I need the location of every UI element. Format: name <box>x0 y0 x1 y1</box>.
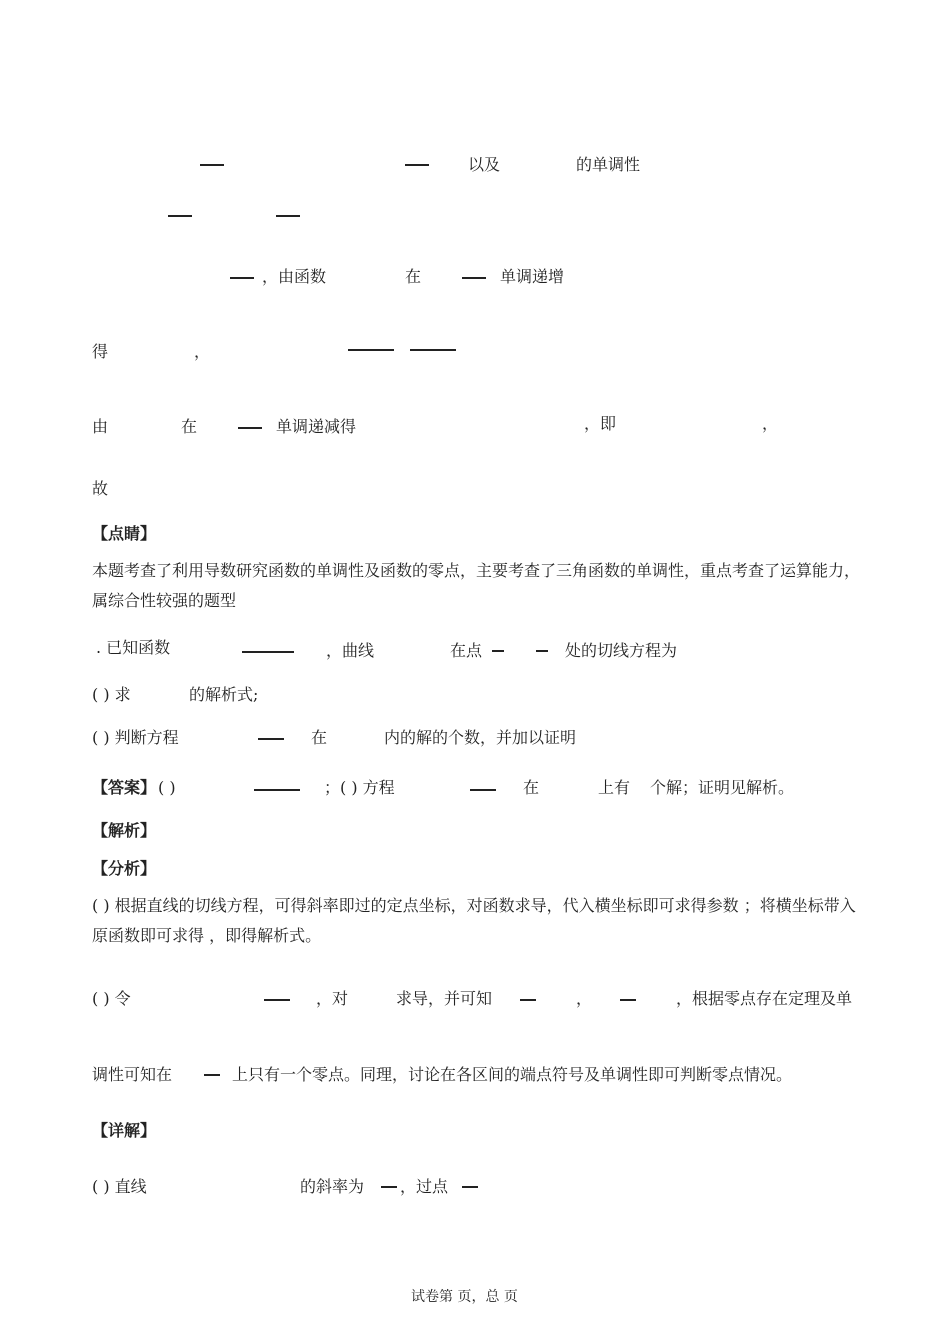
text-segment: 的斜率为 <box>300 1177 365 1196</box>
fenxi-paragraph-1: ( ) 根据直线的切线方程，可得斜率即过的定点坐标，对函数求导，代入横坐标即可求得参数 ；将横坐标带入原函数即可求得 ，即得解析式。 <box>92 896 856 945</box>
text-segment: 求导，并可知 <box>396 989 493 1008</box>
fraction-bar <box>492 650 504 652</box>
fraction-bar <box>410 349 456 351</box>
text-segment: 内的解的个数，并加以证明 <box>384 728 577 747</box>
text-segment: 的解析式; <box>189 685 259 704</box>
page-footer: 试卷第 页，总 页 <box>411 1289 518 1305</box>
text-segment: 故 <box>92 479 109 498</box>
text-segment: ，曲线 <box>326 641 375 660</box>
text-segment: 在 <box>405 267 422 286</box>
text-segment: ， <box>762 414 779 433</box>
fraction-bar <box>348 349 394 351</box>
text-segment: ( ) 令 <box>92 989 131 1008</box>
section-heading-fenxi: 【分析】 <box>92 859 157 878</box>
text-segment: 得 <box>92 342 109 361</box>
text-segment: ( ) 直线 <box>92 1177 147 1196</box>
fraction-bar <box>405 164 429 166</box>
fraction-bar <box>168 215 192 217</box>
text-segment: 处的切线方程为 <box>565 641 678 660</box>
section-heading-dianjing: 【点睛】 <box>92 524 157 543</box>
question-intro: . 已知函数 <box>96 638 171 657</box>
text-segment: 单调递增 <box>500 267 565 286</box>
text-segment: 在点 <box>450 641 483 660</box>
fraction-bar <box>470 789 496 791</box>
text-segment: ，对 <box>316 989 349 1008</box>
text-segment: ，由函数 <box>262 267 327 286</box>
text-segment: ， <box>194 342 211 361</box>
text-segment: ，过点 <box>400 1177 449 1196</box>
section-heading-jiexi: 【解析】 <box>92 821 157 840</box>
fraction-bar <box>200 164 224 166</box>
dianjing-paragraph: 本题考查了利用导数研究函数的单调性及函数的零点，主要考查了三角函数的单调性，重点考查了运算能力，属综合性较强的题型 <box>92 561 861 610</box>
text-segment: ；( ) 方程 <box>324 778 395 797</box>
text-segment: 以及 <box>468 155 501 174</box>
section-heading-xiangjie: 【详解】 <box>92 1121 157 1140</box>
answer-label: 【答案】 <box>92 778 157 797</box>
fraction-bar <box>254 789 300 791</box>
question-part-2: ( ) 判断方程 <box>92 728 179 747</box>
fraction-bar <box>230 277 254 279</box>
fraction-bar <box>620 999 636 1001</box>
text-segment: 上只有一个零点。同理，讨论在各区间的端点符号及单调性即可判断零点情况。 <box>232 1065 793 1084</box>
text-segment: 调性可知在 <box>92 1065 173 1084</box>
fraction-bar <box>238 427 262 429</box>
fraction-bar <box>381 1186 397 1188</box>
fraction-bar <box>276 215 300 217</box>
fraction-bar <box>520 999 536 1001</box>
fraction-bar <box>462 1186 478 1188</box>
text-segment: 由 <box>92 417 109 436</box>
text-segment: ，即 <box>584 414 617 433</box>
fraction-bar <box>204 1074 220 1076</box>
fraction-bar <box>242 651 294 653</box>
text-segment: 在 <box>311 728 328 747</box>
text-segment: 上有 <box>598 778 631 797</box>
text-segment: 个解；证明见解析。 <box>650 778 795 797</box>
text-segment: 在 <box>523 778 540 797</box>
fraction-bar <box>264 999 290 1001</box>
text-segment: 在 <box>181 417 198 436</box>
text-segment: 单调递减得 <box>276 417 357 436</box>
text-segment: ( ) <box>158 778 176 797</box>
question-part-1: ( ) 求 <box>92 685 131 704</box>
text-segment: 的单调性 <box>576 155 641 174</box>
fraction-bar <box>258 738 284 740</box>
fraction-bar <box>462 277 486 279</box>
text-segment: ，根据零点存在定理及单 <box>676 989 853 1008</box>
text-segment: ， <box>576 989 593 1008</box>
fraction-bar <box>536 650 548 652</box>
